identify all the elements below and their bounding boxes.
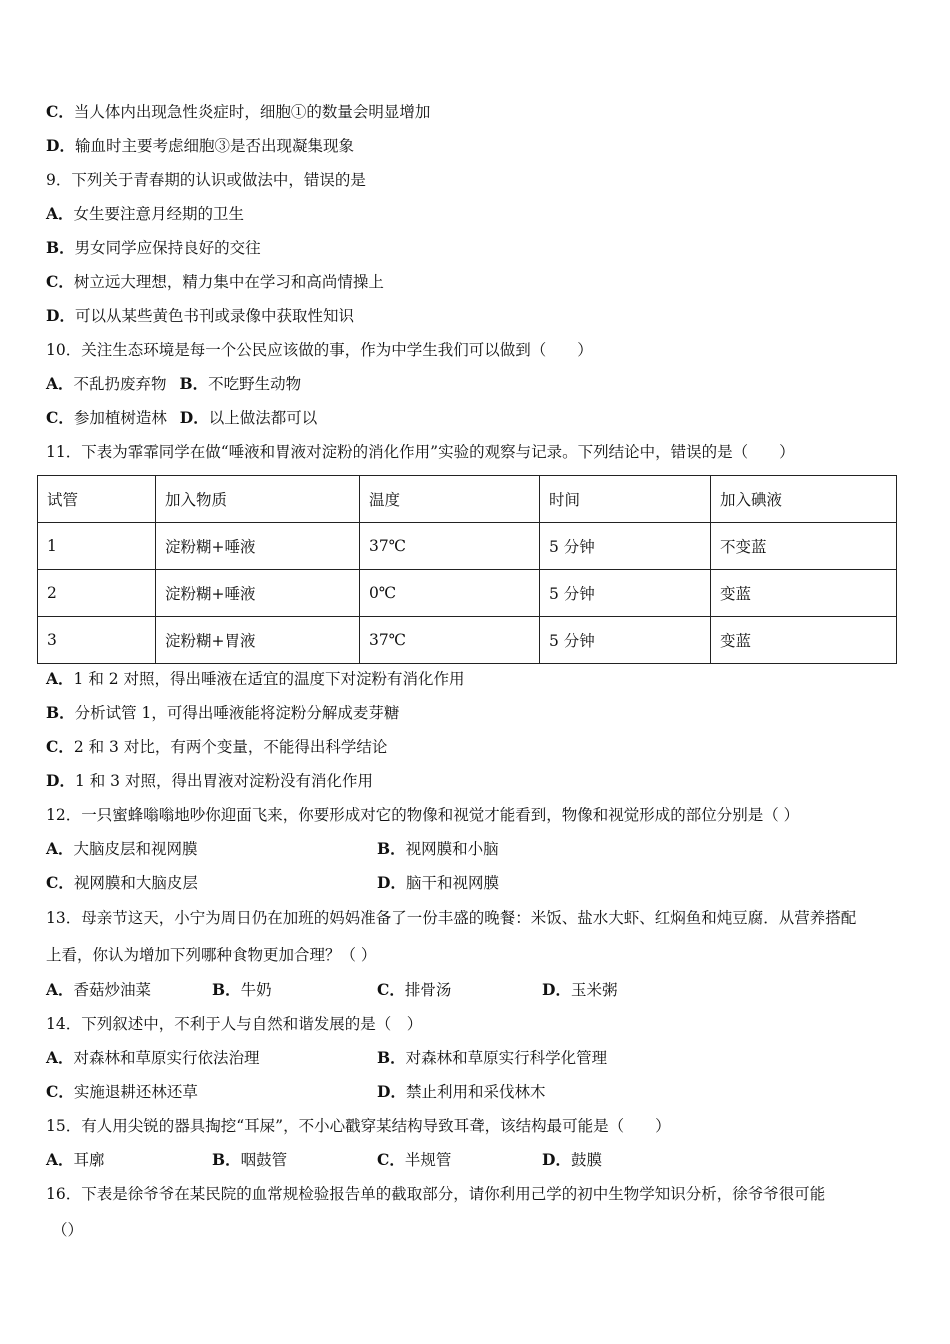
option-text: 不吃野生动物 — [208, 375, 302, 393]
q8-option-c — [46, 102, 430, 122]
option-text: 1 和 3 对照，得出胃液对淀粉没有消化作用 — [74, 772, 373, 790]
table-cell: 5 分钟 — [540, 570, 711, 617]
option-text: 不乱扔废弃物 — [73, 375, 167, 393]
table-header-cell: 加入碘液 — [711, 476, 897, 523]
q12-option-b — [377, 839, 499, 859]
option-text: 视网膜和大脑皮层 — [73, 874, 198, 892]
q9-option-b — [46, 238, 261, 258]
option-letter: D． — [46, 136, 75, 155]
q9-option-d — [46, 306, 354, 326]
q13-option-d — [542, 980, 617, 1000]
q15-option-d — [542, 1150, 602, 1170]
q12-option-c — [46, 873, 198, 893]
q14-option-b — [377, 1048, 607, 1068]
option-letter: A． — [46, 980, 74, 999]
option-text: 排骨汤 — [404, 981, 452, 999]
option-text: 视网膜和小脑 — [405, 840, 499, 858]
option-text: 女生要注意月经期的卫生 — [73, 205, 245, 223]
table-header-cell: 加入物质 — [156, 476, 360, 523]
q16-stem-line1: 16．下表是徐爷爷在某民院的血常规检验报告单的截取部分，请你利用己学的初中生物学知识分析，徐爷爷很可能 — [46, 1185, 826, 1203]
table-cell: 5 分钟 — [540, 523, 711, 570]
table-cell: 37℃ — [360, 617, 540, 664]
table-header-cell: 时间 — [540, 476, 711, 523]
q10-options-row1 — [46, 374, 301, 394]
option-letter: C． — [377, 980, 405, 999]
table-cell: 变蓝 — [711, 617, 897, 664]
experiment-table — [37, 475, 897, 664]
q14-option-d — [377, 1082, 545, 1102]
table-row — [38, 523, 897, 570]
table-row — [38, 570, 897, 617]
option-text: 当人体内出现急性炎症时，细胞①的数量会明显增加 — [73, 103, 431, 121]
table-cell: 37℃ — [360, 523, 540, 570]
q15-stem: 15．有人用尖锐的器具掏挖“耳屎”，不小心戳穿某结构导致耳聋，该结构最可能是（ ） — [46, 1117, 671, 1135]
option-text: 半规管 — [404, 1151, 452, 1169]
q11-option-b — [46, 703, 399, 723]
option-text: 牛奶 — [240, 981, 272, 999]
q8-option-d — [46, 136, 354, 156]
option-text: 分析试管 1，可得出唾液能将淀粉分解成麦芽糖 — [74, 704, 400, 722]
table-cell: 1 — [38, 523, 156, 570]
q14-option-c — [46, 1082, 198, 1102]
option-letter: A． — [46, 1048, 74, 1067]
option-letter: D． — [377, 873, 406, 892]
option-text: 2 和 3 对比，有两个变量，不能得出科学结论 — [73, 738, 388, 756]
table-cell: 2 — [38, 570, 156, 617]
table-header-cell: 温度 — [360, 476, 540, 523]
option-text: 咽鼓管 — [240, 1151, 288, 1169]
q11-stem: 11．下表为霏霏同学在做“唾液和胃液对淀粉的消化作用”实验的观察与记录。下列结论中，错误的是（ ） — [46, 443, 795, 461]
option-letter: D． — [542, 1150, 571, 1169]
option-text: 大脑皮层和视网膜 — [73, 840, 198, 858]
option-text: 实施退耕还林还草 — [73, 1083, 198, 1101]
table-row — [38, 617, 897, 664]
table-cell: 变蓝 — [711, 570, 897, 617]
option-text: 输血时主要考虑细胞③是否出现凝集现象 — [74, 137, 354, 155]
table-cell: 淀粉糊+唾液 — [156, 523, 360, 570]
table-header-row — [38, 476, 897, 523]
option-letter: D． — [542, 980, 571, 999]
option-text: 男女同学应保持良好的交往 — [74, 239, 261, 257]
option-letter: B． — [46, 238, 75, 257]
option-letter: D． — [46, 306, 75, 325]
q13-option-a — [46, 980, 151, 1000]
table-cell: 0℃ — [360, 570, 540, 617]
option-text: 可以从某些黄色书刊或录像中获取性知识 — [74, 307, 354, 325]
table-header-cell: 试管 — [38, 476, 156, 523]
option-letter: B． — [179, 374, 209, 393]
option-text: 耳廓 — [73, 1151, 105, 1169]
option-letter: A． — [46, 374, 74, 393]
q13-stem-line2: 上看，你认为增加下列哪种食物更加合理？（ ） — [46, 946, 377, 964]
option-letter: B． — [377, 1048, 406, 1067]
option-letter: C． — [46, 873, 74, 892]
table-cell: 淀粉糊+唾液 — [156, 570, 360, 617]
q10-stem: 10．关注生态环境是每一个公民应该做的事，作为中学生我们可以做到（ ） — [46, 341, 593, 359]
q12-option-d — [377, 873, 499, 893]
q10-options-row2 — [46, 408, 317, 428]
option-letter: C． — [46, 102, 74, 121]
option-text: 香菇炒油菜 — [73, 981, 152, 999]
table-cell: 不变蓝 — [711, 523, 897, 570]
option-letter: C． — [46, 408, 74, 427]
q13-stem-line1: 13．母亲节这天，小宁为周日仍在加班的妈妈准备了一份丰盛的晚餐：米饭、盐水大虾、红焖鱼和炖豆腐．从营养搭配 — [46, 909, 857, 927]
table-cell: 3 — [38, 617, 156, 664]
option-letter: A． — [46, 1150, 74, 1169]
q15-option-a — [46, 1150, 105, 1170]
q9-option-a — [46, 204, 244, 224]
option-letter: D． — [377, 1082, 406, 1101]
option-text: 玉米粥 — [570, 981, 618, 999]
option-letter: A． — [46, 204, 74, 223]
q11-option-d — [46, 771, 373, 791]
option-text: 树立远大理想，精力集中在学习和高尚情操上 — [73, 273, 384, 291]
option-letter: C． — [46, 1082, 74, 1101]
option-text: 鼓膜 — [570, 1151, 602, 1169]
q9-option-c — [46, 272, 384, 292]
option-letter: B． — [46, 703, 75, 722]
q11-option-c — [46, 737, 387, 757]
q14-stem: 14．下列叙述中，不利于人与自然和谐发展的是（ ） — [46, 1015, 423, 1033]
option-text: 对森林和草原实行依法治理 — [73, 1049, 260, 1067]
q14-option-a — [46, 1048, 260, 1068]
option-text: 对森林和草原实行科学化管理 — [405, 1049, 608, 1067]
q9-stem: 9．下列关于青春期的认识或做法中，错误的是 — [46, 171, 366, 189]
option-letter: B． — [377, 839, 406, 858]
option-letter: B． — [212, 1150, 241, 1169]
option-text: 参加植树造林 — [73, 409, 167, 427]
option-letter: A． — [46, 839, 74, 858]
q12-stem: 12．一只蜜蜂嗡嗡地吵你迎面飞来，你要形成对它的物像和视觉才能看到，物像和视觉形成的部位分别是（ ） — [46, 806, 800, 824]
option-letter: C． — [377, 1150, 405, 1169]
option-letter: B． — [212, 980, 241, 999]
q11-option-a — [46, 669, 465, 689]
option-letter: D． — [46, 771, 75, 790]
option-text: 脑干和视网膜 — [405, 874, 499, 892]
table-cell: 淀粉糊+胃液 — [156, 617, 360, 664]
option-letter: D． — [179, 408, 209, 427]
q13-option-c — [377, 980, 451, 1000]
q13-option-b — [212, 980, 272, 1000]
option-text: 1 和 2 对照，得出唾液在适宜的温度下对淀粉有消化作用 — [73, 670, 465, 688]
q16-stem-line2: （） — [52, 1221, 84, 1239]
option-letter: C． — [46, 272, 74, 291]
option-text: 禁止利用和采伐林木 — [405, 1083, 546, 1101]
table-cell: 5 分钟 — [540, 617, 711, 664]
q15-option-c — [377, 1150, 451, 1170]
q12-option-a — [46, 839, 198, 859]
option-letter: A． — [46, 669, 74, 688]
q15-option-b — [212, 1150, 287, 1170]
option-letter: C． — [46, 737, 74, 756]
option-text: 以上做法都可以 — [208, 409, 318, 427]
